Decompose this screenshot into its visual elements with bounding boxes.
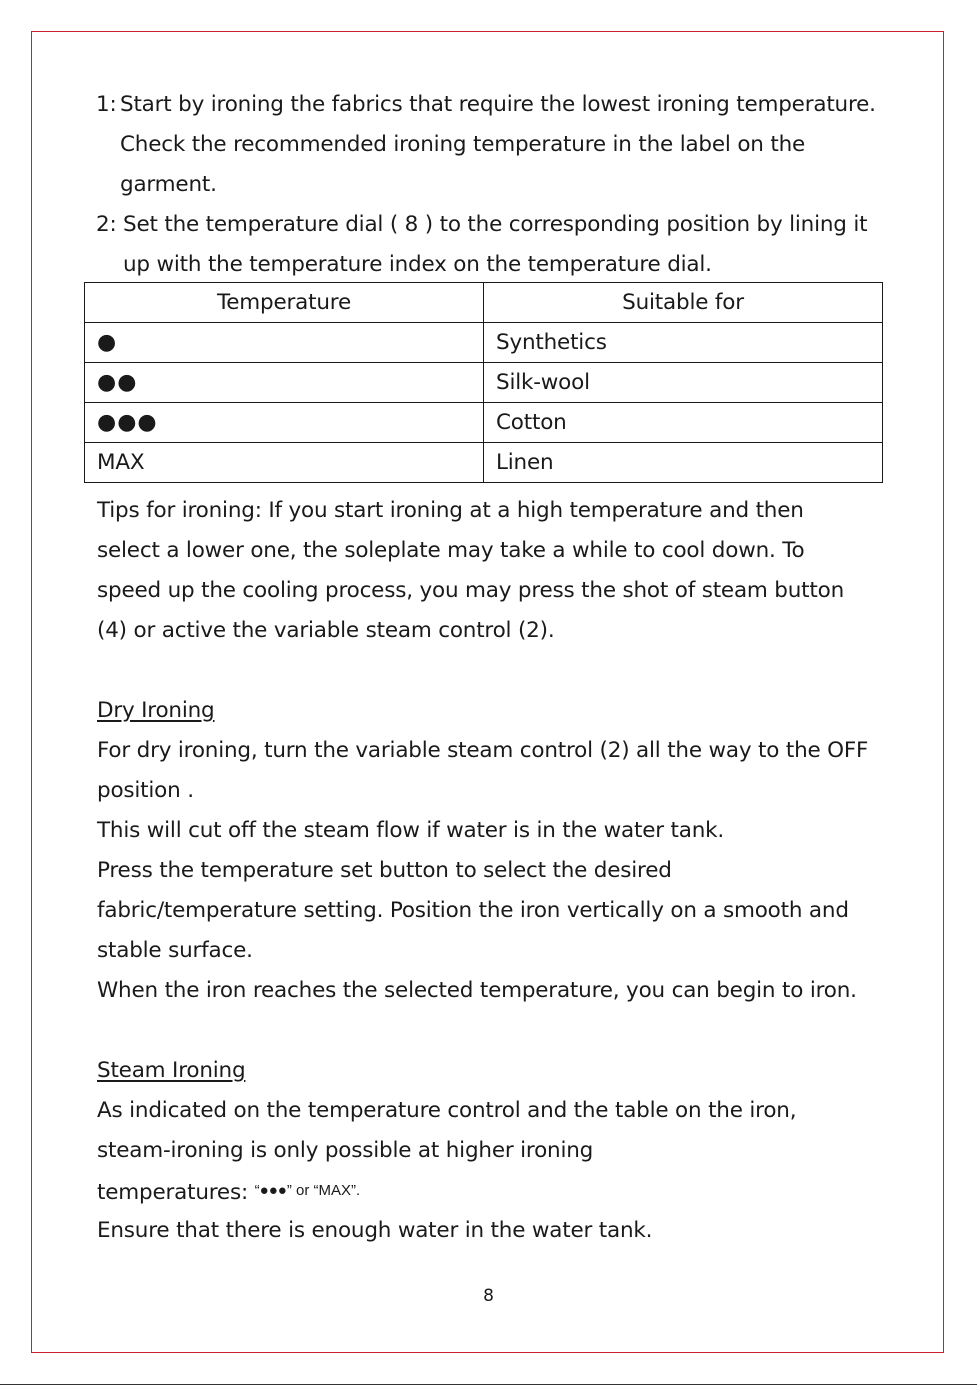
- header-temperature: Temperature: [85, 283, 484, 323]
- table-row: [85, 323, 883, 363]
- temp-three-dots: ●●●: [85, 403, 484, 443]
- step-1-line-2: Check the recommended ironing temperature in the label on the: [120, 132, 806, 157]
- steam-temps-quote: “●●●” or “MAX”.: [254, 1182, 361, 1199]
- fabric-linen: Linen: [484, 443, 883, 483]
- dry-line-5: fabric/temperature setting. Position the iron vertically on a smooth and: [97, 898, 849, 923]
- table-row: [85, 443, 883, 483]
- dry-line-3: This will cut off the steam flow if water is in the water tank.: [97, 818, 725, 843]
- temp-one-dot: ●: [85, 323, 484, 363]
- tips-line-1: Tips for ironing: If you start ironing at a high temperature and then: [97, 498, 804, 523]
- dry-line-4: Press the temperature set button to select the desired: [97, 858, 672, 883]
- steam-line-2: steam-ironing is only possible at higher ironing: [97, 1138, 594, 1163]
- temperature-table: [84, 282, 883, 483]
- fabric-silk-wool: Silk-wool: [484, 363, 883, 403]
- step-1-line-3: garment.: [120, 172, 217, 197]
- header-suitable-for: Suitable for: [484, 283, 883, 323]
- table-header-row: [85, 283, 883, 323]
- step-1-line-1: Start by ironing the fabrics that require the lowest ironing temperature.: [120, 92, 876, 117]
- step-2-line-2: up with the temperature index on the temperature dial.: [123, 252, 712, 277]
- temp-two-dots: ●●: [85, 363, 484, 403]
- dry-ironing-heading: Dry Ironing: [97, 698, 215, 723]
- tips-line-3: speed up the cooling process, you may press the shot of steam button: [97, 578, 845, 603]
- temp-max: MAX: [85, 443, 484, 483]
- steam-temps-line: [97, 1177, 360, 1207]
- steam-temps-label: temperatures:: [97, 1180, 248, 1205]
- fabric-synthetics: Synthetics: [484, 323, 883, 363]
- dry-line-7: When the iron reaches the selected temperature, you can begin to iron.: [97, 978, 857, 1003]
- page-number: 8: [483, 1286, 494, 1306]
- steam-ironing-heading: Steam Ironing: [97, 1058, 246, 1083]
- steam-last-line: Ensure that there is enough water in the water tank.: [97, 1218, 653, 1243]
- steam-line-1: As indicated on the temperature control and the table on the iron,: [97, 1098, 797, 1123]
- step-1-number: 1:: [96, 92, 117, 117]
- dry-line-2: position .: [97, 778, 194, 803]
- step-2-line-1: Set the temperature dial ( 8 ) to the corresponding position by lining it: [123, 212, 868, 237]
- table-row: [85, 363, 883, 403]
- fabric-cotton: Cotton: [484, 403, 883, 443]
- table-row: [85, 403, 883, 443]
- tips-line-2: select a lower one, the soleplate may take a while to cool down. To: [97, 538, 805, 563]
- tips-line-4: (4) or active the variable steam control (2).: [97, 618, 555, 643]
- dry-line-1: For dry ironing, turn the variable steam control (2) all the way to the OFF: [97, 738, 869, 763]
- step-2-number: 2:: [96, 212, 117, 237]
- page-bottom-divider: [0, 1384, 977, 1385]
- dry-line-6: stable surface.: [97, 938, 253, 963]
